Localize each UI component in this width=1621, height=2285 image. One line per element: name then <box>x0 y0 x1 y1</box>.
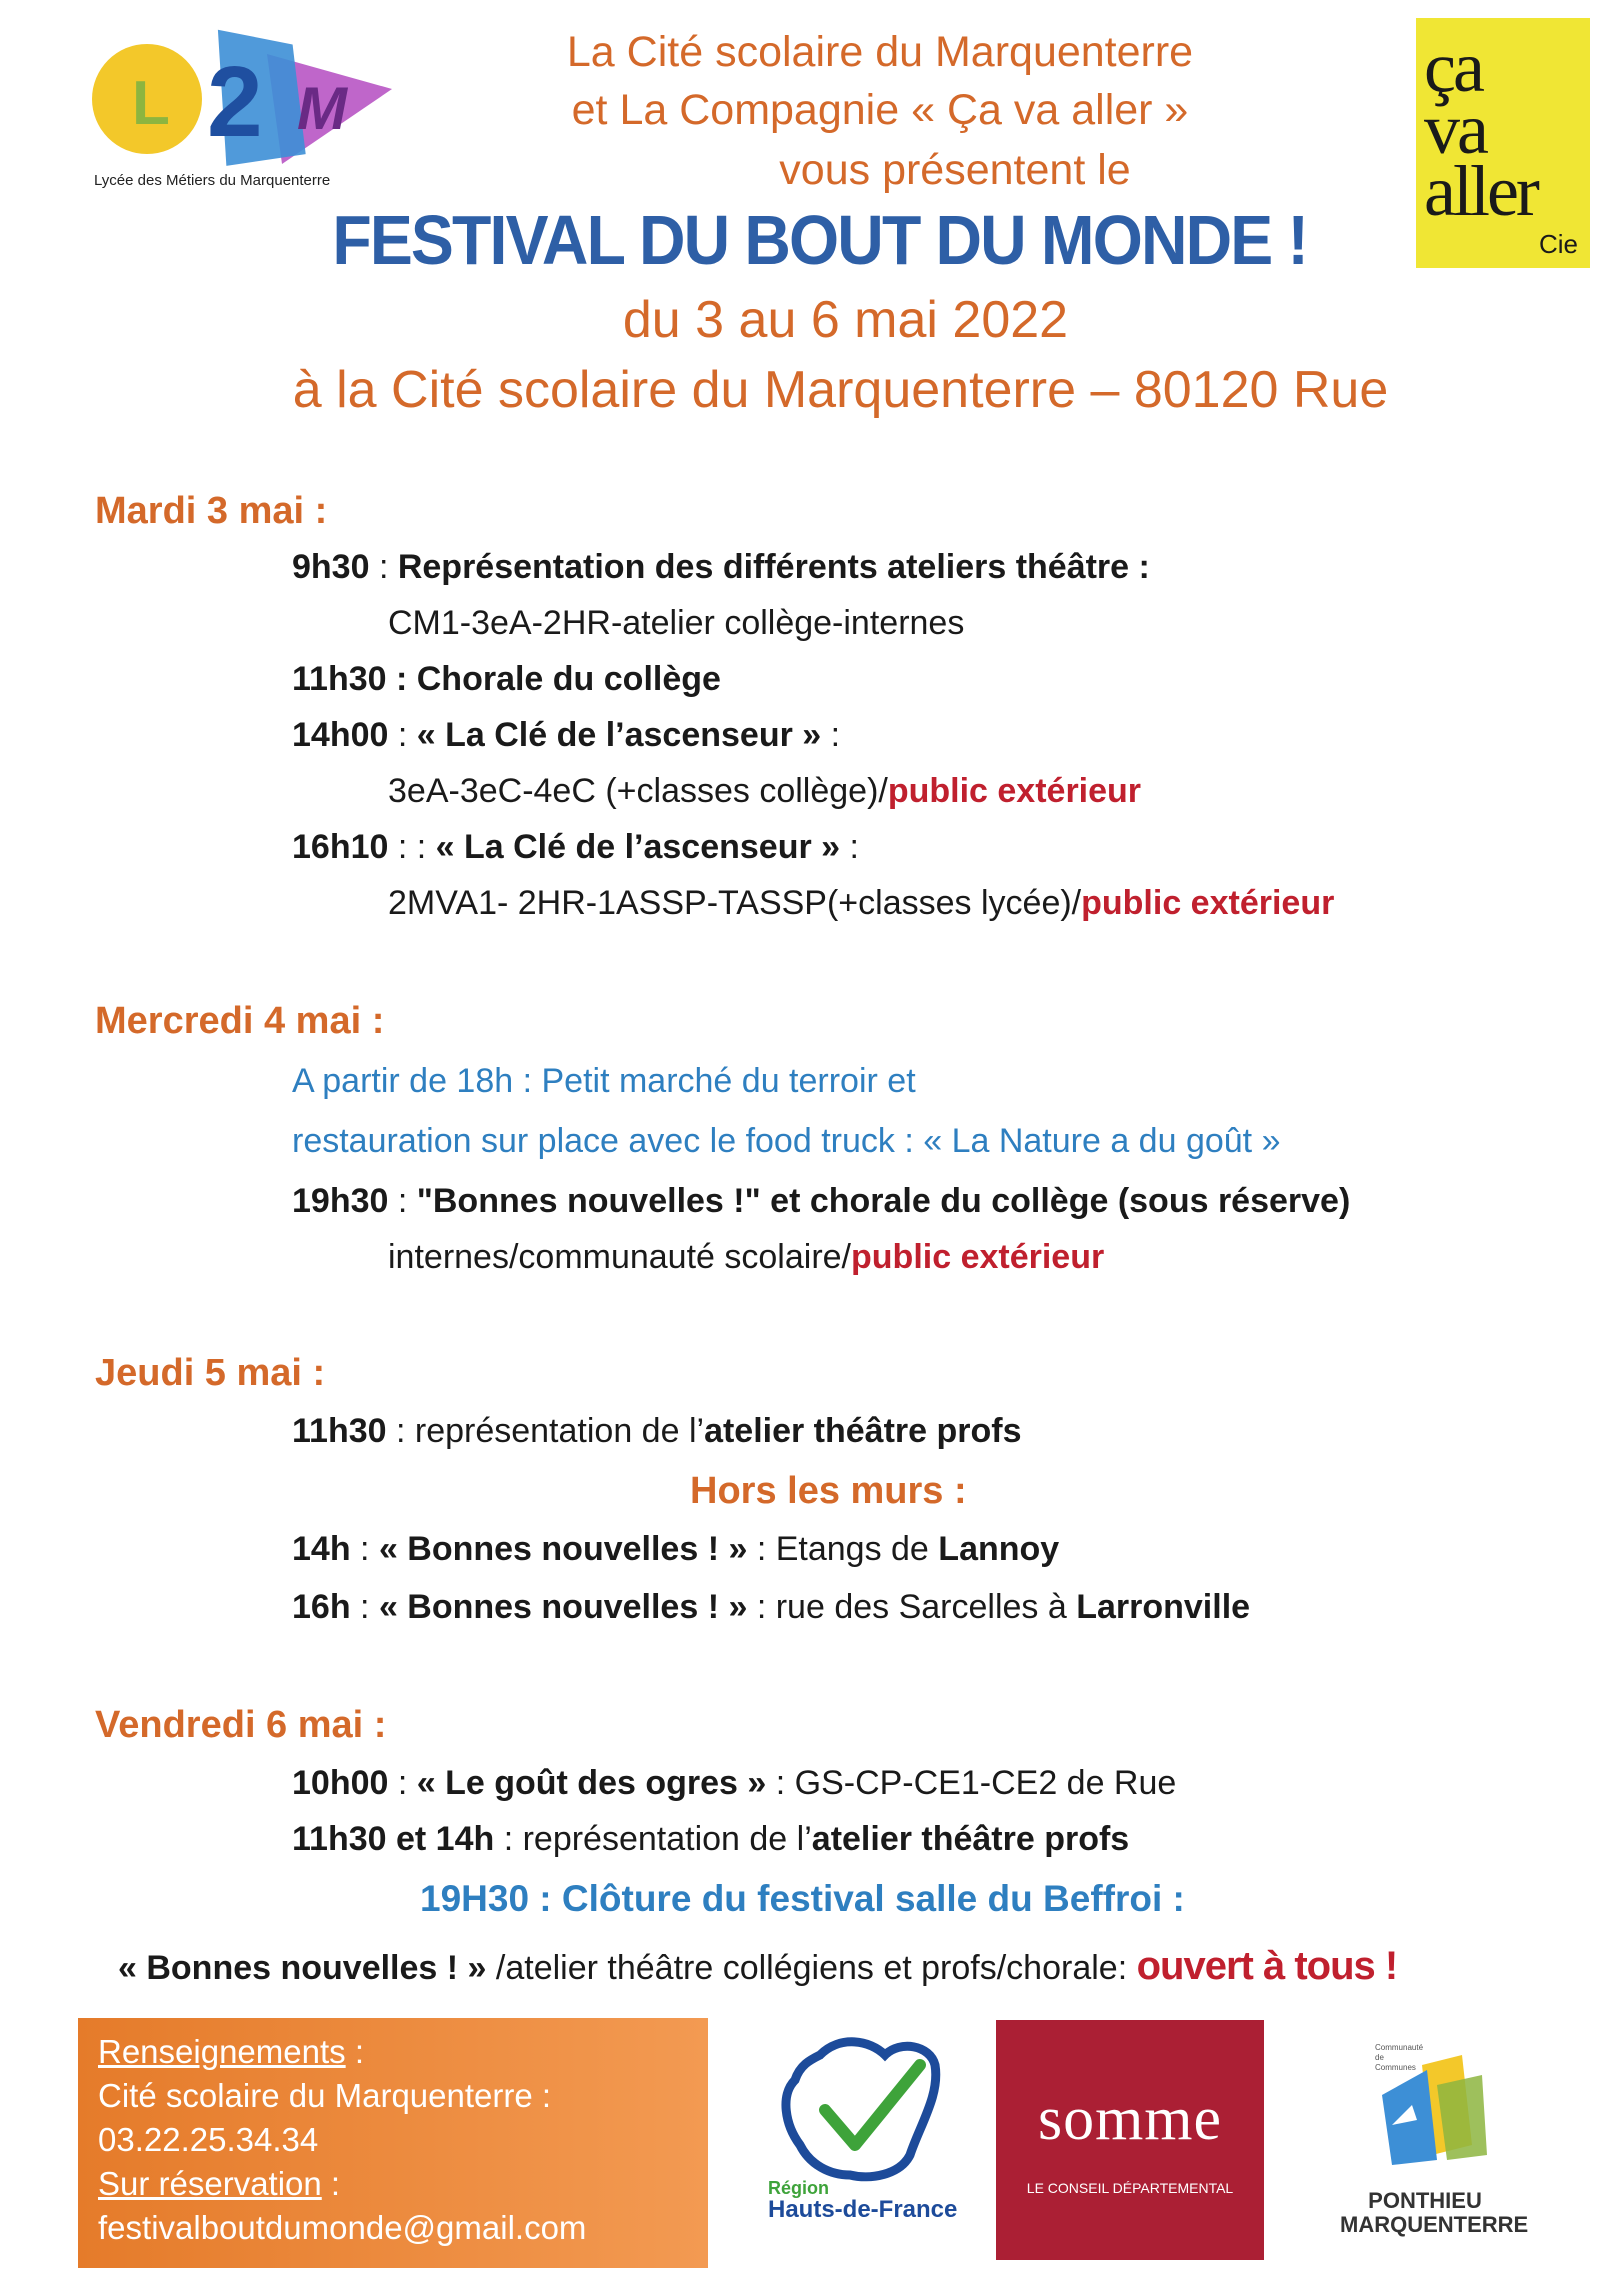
day-heading-tuesday: Mardi 3 mai : <box>95 490 328 532</box>
tuesday-line-4: 14h00 : « La Clé de l’ascenseur » : <box>292 716 841 754</box>
tuesday-line-6: 16h10 : : « La Clé de l’ascenseur » : <box>292 828 859 866</box>
friday-line-1: 10h00 : « Le goût des ogres » : GS-CP-CE1-CE2 de Rue <box>292 1764 1177 1802</box>
info-phone[interactable]: 03.22.25.34.34 <box>98 2121 319 2158</box>
thursday-line-2: 14h : « Bonnes nouvelles ! » : Etangs de Lannoy <box>292 1530 1060 1568</box>
festival-venue: à la Cité scolaire du Marquenterre – 80120 Rue <box>292 361 1389 419</box>
tuesday-line-3: 11h30 : Chorale du collège <box>292 660 721 698</box>
cava-logo-cie: Cie <box>1538 229 1578 259</box>
friday-line-4: « Bonnes nouvelles ! » /atelier théâtre collégiens et profs/chorale: ouvert à tous ! <box>118 1944 1398 1988</box>
friday-closing-line: 19H30 : Clôture du festival salle du Beffroi : <box>420 1878 1185 1919</box>
ponthieu-label-2: MARQUENTERRE <box>1340 2212 1529 2237</box>
wednesday-line-4: internes/communauté scolaire/public extérieur <box>388 1238 1105 1276</box>
l2m-letter-2: 2 <box>207 46 263 158</box>
open-to-all: ouvert à tous ! <box>1136 1944 1398 1988</box>
wednesday-line-1: A partir de 18h : Petit marché du terroir et <box>292 1062 916 1100</box>
tuesday-line-7: 2MVA1- 2HR-1ASSP-TASSP(+classes lycée)/public extérieur <box>388 884 1335 922</box>
info-box <box>78 2018 708 2268</box>
tuesday-line-2: CM1-3eA-2HR-atelier collège-internes <box>388 604 965 642</box>
info-org: Cité scolaire du Marquenterre : <box>98 2077 552 2114</box>
somme-logo <box>996 2020 1264 2260</box>
ponthieu-small-text: Communauté de Communes <box>1375 2043 1424 2072</box>
info-email[interactable]: festivalboutdumonde@gmail.com <box>98 2209 587 2246</box>
region-label-1: Région <box>768 2178 829 2198</box>
somme-logo-subtitle: LE CONSEIL DÉPARTEMENTAL <box>1026 2180 1234 2196</box>
day-heading-wednesday: Mercredi 4 mai : <box>95 1000 385 1042</box>
tuesday-line-5: 3eA-3eC-4eC (+classes collège)/public extérieur <box>388 772 1142 810</box>
intro-line-2: et La Compagnie « Ça va aller » <box>571 86 1189 134</box>
hors-les-murs-heading: Hors les murs : <box>690 1470 967 1512</box>
info-heading: Renseignements : <box>98 2033 364 2070</box>
friday-line-2: 11h30 et 14h : représentation de l’atelier théâtre profs <box>292 1820 1130 1858</box>
intro-line-3: vous présentent le <box>779 146 1131 194</box>
thursday-line-1: 11h30 : représentation de l’atelier théâtre profs <box>292 1412 1022 1450</box>
ponthieu-label-1: PONTHIEU <box>1368 2188 1482 2213</box>
cava-logo-text: ça va aller <box>1424 27 1537 231</box>
l2m-caption: Lycée des Métiers du Marquenterre <box>94 172 331 189</box>
thursday-line-3: 16h : « Bonnes nouvelles ! » : rue des Sarcelles à Larronville <box>292 1588 1251 1626</box>
festival-title: FESTIVAL DU BOUT DU MONDE ! <box>332 201 1308 279</box>
l2m-logo <box>92 14 392 184</box>
festival-dates: du 3 au 6 mai 2022 <box>622 291 1069 349</box>
region-label-2: Hauts-de-France <box>768 2196 958 2223</box>
info-reservation: Sur réservation : <box>98 2165 341 2202</box>
somme-logo-word: somme <box>1037 2085 1223 2153</box>
wednesday-line-2: restauration sur place avec le food truck : « La Nature a du goût » <box>292 1122 1281 1160</box>
wednesday-line-3: 19h30 : "Bonnes nouvelles !" et chorale du collège (sous réserve) <box>292 1182 1351 1220</box>
intro-line-1: La Cité scolaire du Marquenterre <box>566 28 1194 76</box>
tuesday-line-1: 9h30 : Représentation des différents ateliers théâtre : <box>292 548 1150 586</box>
day-heading-friday: Vendredi 6 mai : <box>95 1704 387 1746</box>
l2m-letter-l: L <box>132 69 170 138</box>
day-heading-thursday: Jeudi 5 mai : <box>95 1352 326 1394</box>
l2m-letter-m: M <box>297 75 347 142</box>
